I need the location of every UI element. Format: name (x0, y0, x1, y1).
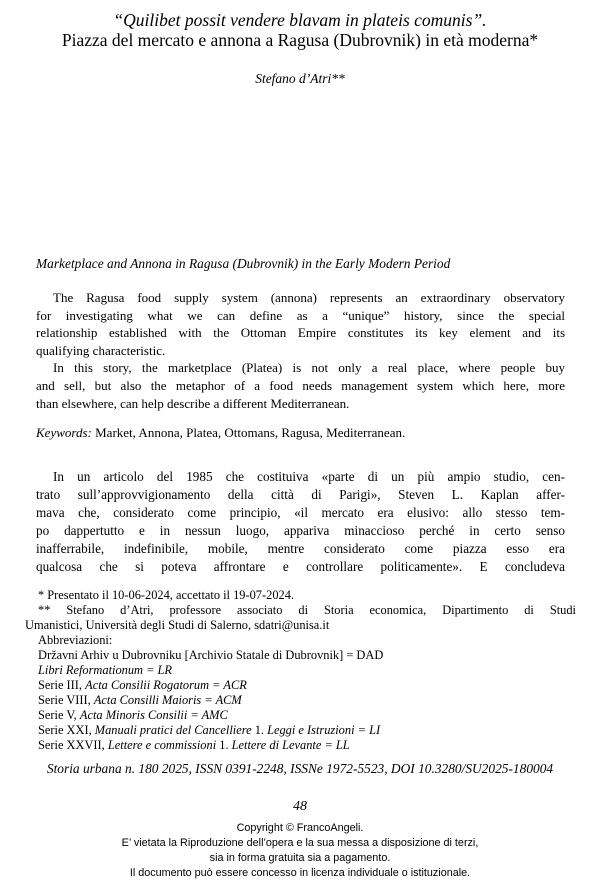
abbreviation-line (25, 708, 576, 723)
abbreviation-line (25, 723, 576, 738)
abbreviation-line (25, 738, 576, 753)
abbreviation-line (25, 663, 576, 678)
keywords-line (36, 424, 565, 442)
abstract-text-line: qualifying characteristic. (36, 342, 166, 358)
abstract-text-line: for investigating what we can define as a “unique” history, since the special (36, 307, 565, 323)
footnote-presented-accepted: * Presentato il 10-06-2024, accettato il 19-07-2024. (38, 588, 295, 602)
abbreviation-line (25, 693, 576, 708)
footnote-author-affiliation-line: ** Stefano d’Atri, professore associato di Storia economica, Dipartimento di Studi (38, 603, 576, 617)
abbrev-italic: Manuali pratici del Cancelliere (94, 723, 252, 737)
abbrev-roman: Serie VIII, (38, 693, 94, 707)
abbrev-italic: Lettere e commissioni (107, 738, 217, 752)
body-text-line: po dappertutto e in nessun luogo, appariva minaccioso perché in certo senso (36, 523, 565, 538)
footnote-author-affiliation-line: Umanistici, Università degli Studi di Salerno, sdatri@unisa.it (25, 618, 330, 632)
abstract-text-line: The Ragusa food supply system (annona) represents an extraordinary observatory (53, 290, 565, 305)
abbrev-italic: Acta Consilii Rogatorum = ACR (85, 678, 247, 692)
abbreviation-line (25, 678, 576, 693)
abbrev-roman: Serie XXVII, (38, 738, 108, 752)
abbrev-italic: Lettere di Levante = LL (231, 738, 350, 752)
abstract-text-line: and sell, but also the metaphor of a food needs management system which here, more (36, 377, 565, 393)
abbrev-roman: 1. (251, 723, 268, 737)
abbreviations-heading: Abbreviazioni: (38, 633, 113, 647)
abbreviation-line (25, 648, 576, 663)
copyright-line: Il documento può essere concesso in licenza individuale o istituzionale. (129, 867, 471, 879)
copyright-line: Copyright © FrancoAngeli. (236, 822, 364, 834)
copyright-footer (0, 821, 600, 881)
abbrev-roman: Državni Arhiv u Dubrovniku [Archivio Statale di Dubrovnik] = DAD (38, 648, 384, 662)
abbrev-roman: Serie V, (38, 708, 80, 722)
article-subtitle: Piazza del mercato e annona a Ragusa (Dubrovnik) in età moderna* (61, 30, 539, 50)
article-title (0, 10, 600, 50)
abbrev-italic: Libri Reformationum = LR (38, 663, 172, 677)
journal-citation-line: Storia urbana n. 180 2025, ISSN 0391-2248, ISSNe 1972-5523, DOI 10.3280/SU2025-180004 (46, 761, 554, 776)
keywords-list: Market, Annona, Platea, Ottomans, Ragusa, Mediterranean. (91, 425, 406, 441)
abbrev-italic: Acta Minoris Consilii = AMC (79, 708, 228, 722)
body-text-line: trato sull’approvvigionamento della città di Parigi», Steven L. Kaplan affer- (36, 487, 565, 502)
copyright-line: sia in forma gratuita sia a pagamento. (209, 852, 391, 864)
abstract-section (36, 256, 565, 442)
footnotes-section (25, 588, 576, 753)
abbrev-italic: Acta Consilli Maioris = ACM (93, 693, 242, 707)
abbrev-roman: Serie XXI, (38, 723, 95, 737)
abstract-text-line: In this story, the marketplace (Platea) is not only a real place, where people buy (53, 360, 565, 376)
author-name: Stefano d’Atri** (255, 71, 345, 86)
abbrev-roman: 1. (216, 738, 232, 752)
page-number: 48 (293, 799, 307, 814)
keywords-label: Keywords: (36, 425, 92, 441)
abstract-text-line: relationship established with the Ottoman Empire constitutes its key element and its (36, 325, 565, 341)
body-text-line: In un articolo del 1985 che costituiva «parte di un più ampio studio, cen- (53, 469, 565, 484)
abbrev-italic: Leggi e Istruzioni = LI (267, 723, 381, 737)
body-text-section (36, 468, 565, 576)
abstract-heading: Marketplace and Annona in Ragusa (Dubrovnik) in the Early Modern Period (36, 256, 451, 271)
abbrev-roman: Serie III, (38, 678, 86, 692)
body-text-line: mava che, considerato come principio, «il mercato era elusivo: allo stesso tem- (36, 505, 565, 520)
body-text-line: inafferrabile, indefinibile, mobile, mentre considerato come piazza esso era (36, 541, 565, 556)
copyright-line: E’ vietata la Riproduzione dell’opera e la sua messa a disposizione di terzi, (121, 837, 479, 849)
article-title-latin-quote: “Quilibet possit vendere blavam in plateis comunis”. (113, 10, 487, 30)
abstract-text-line: than elsewhere, can help describe a different Mediterranean. (36, 395, 350, 411)
body-text-line: qualcosa che si poteva affrontare e controllare politicamente». E concludeva (36, 559, 565, 574)
